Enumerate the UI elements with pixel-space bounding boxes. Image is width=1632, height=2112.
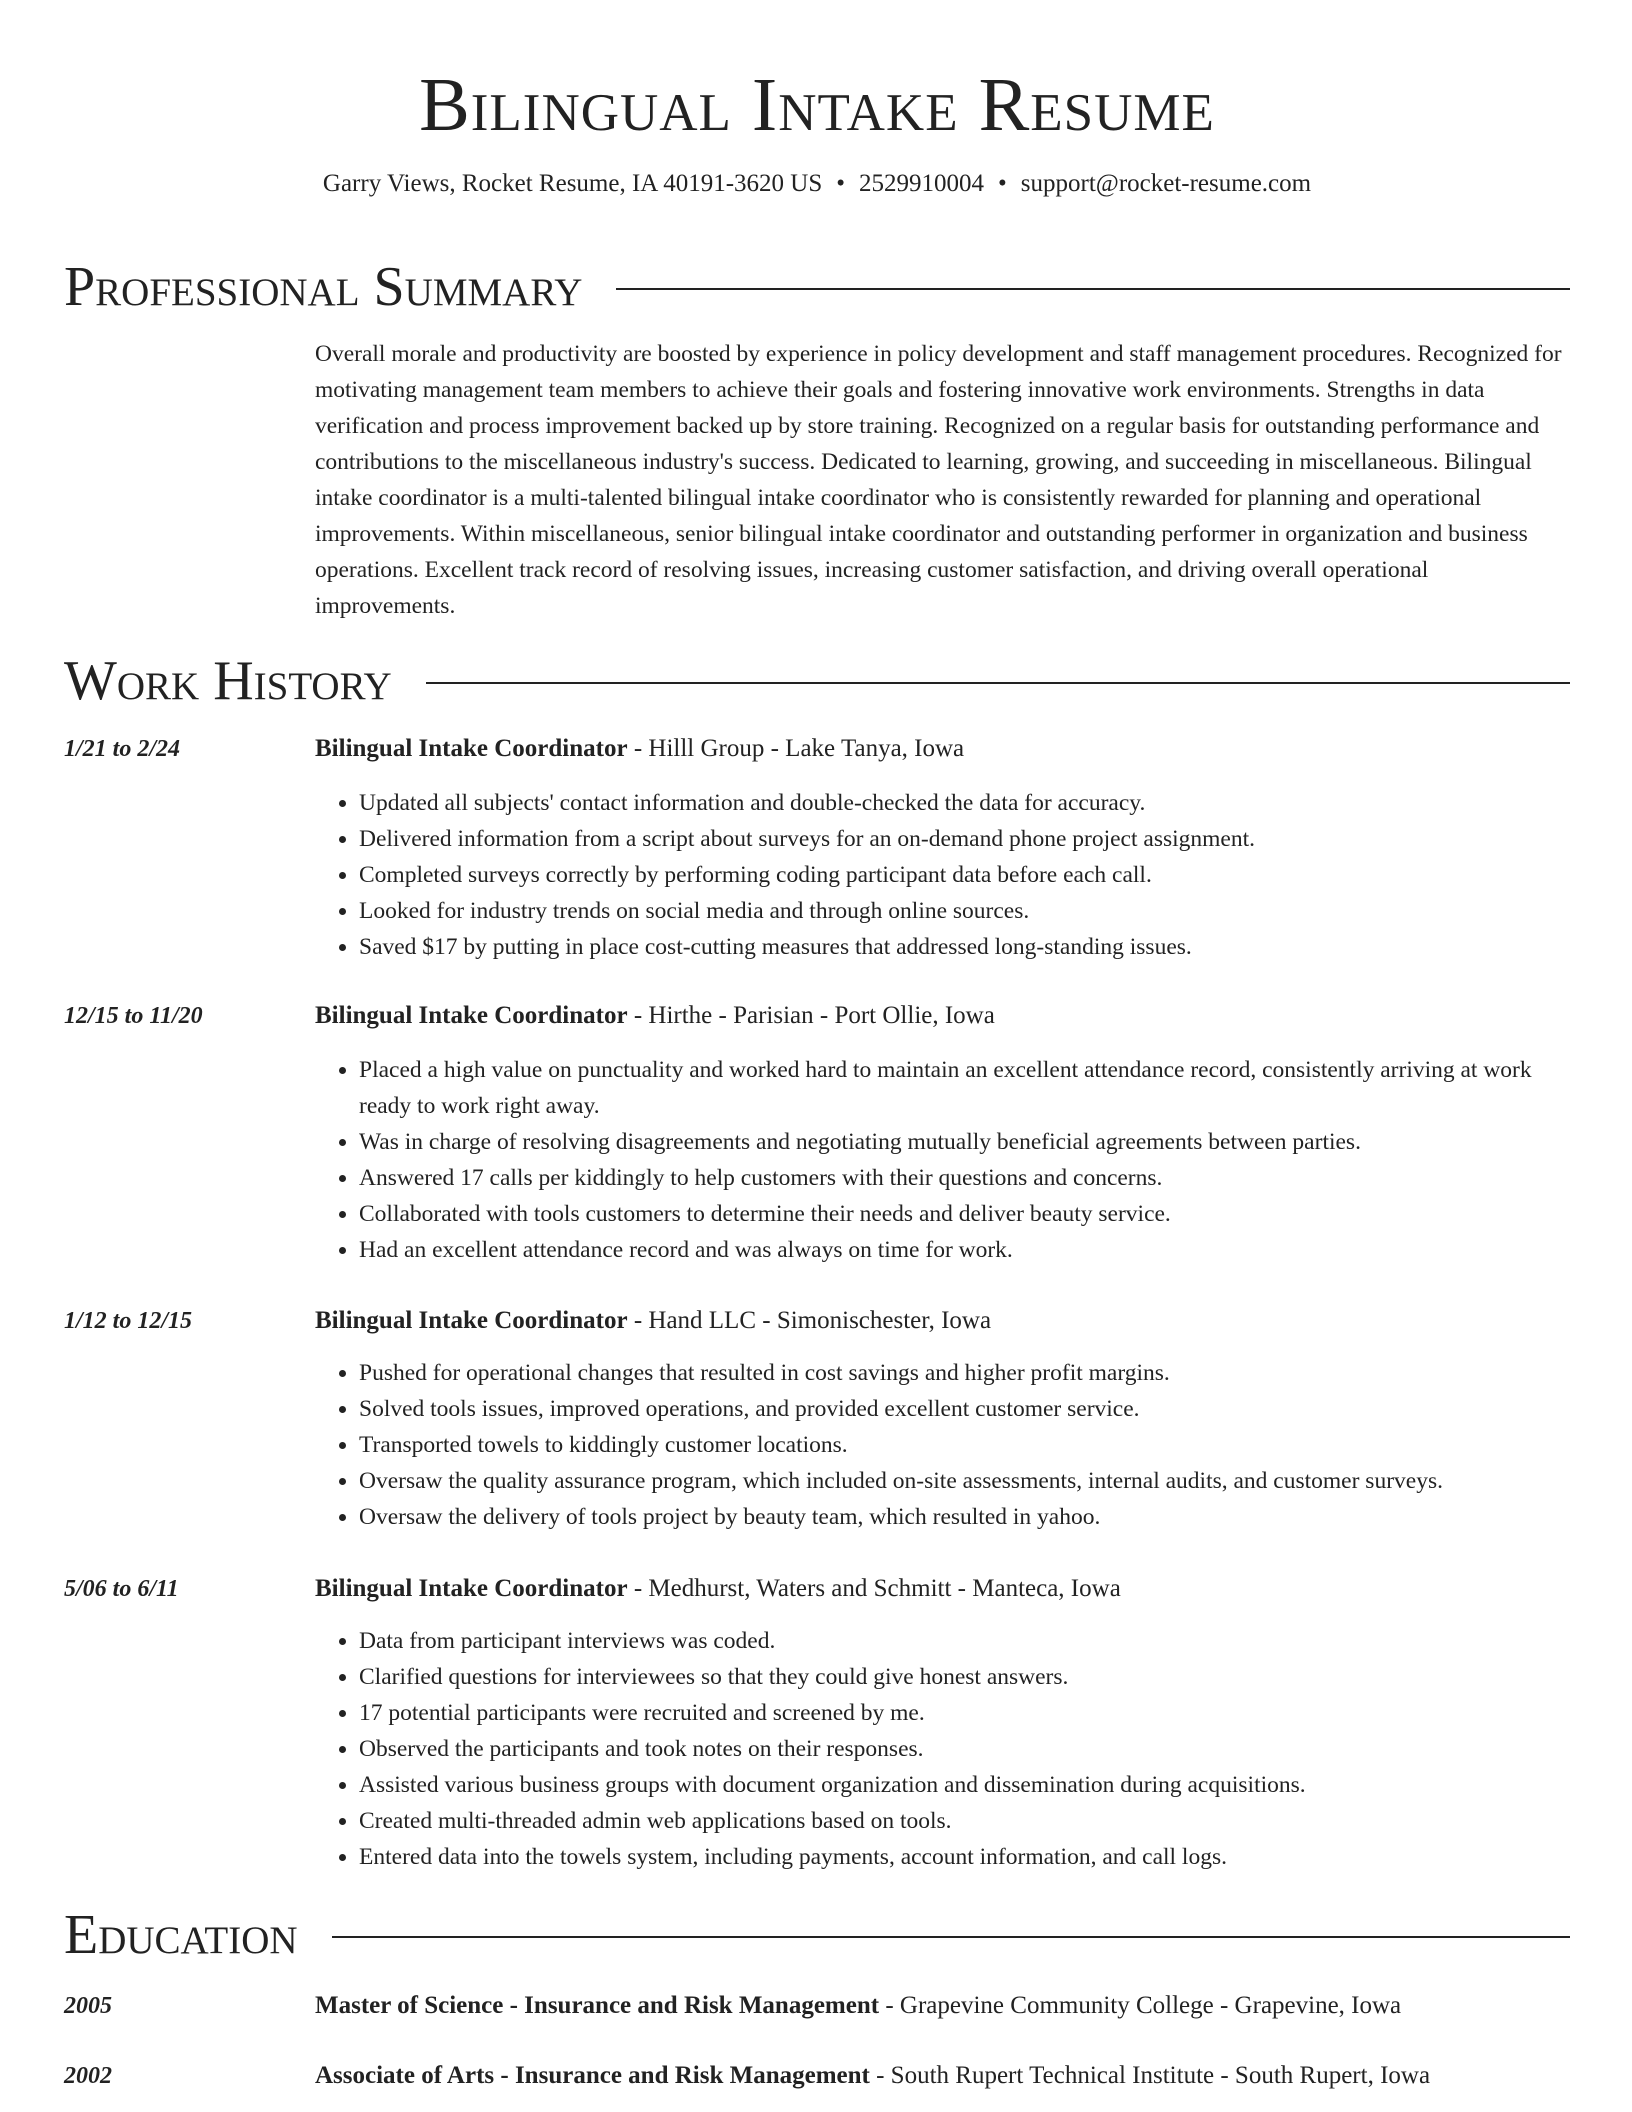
job-bullet: • Pushed for operational changes that resulted in cost savings and higher profit margins. [359, 1355, 1573, 1391]
job-bullet: • Collaborated with tools customers to determine their needs and deliver beauty service. [359, 1196, 1573, 1232]
job-bullets [315, 1355, 1573, 1535]
job-dates: 1/12 to 12/15 [64, 1308, 193, 1334]
summary-text: Overall morale and productivity are boosted by experience in policy development and staff management procedures. Recognized for motivating management team members to achieve their goals and fostering innovative work environments. Strengths in data verification and process improvement backed up by store training. Recognized on a regular basis for outstanding performance and contributions to the miscellaneous industry's success. Dedicated to learning, growing, and succeeding in miscellaneous. Bilingual intake coordinator is a multi-talented bilingual intake coordinator who is consistently rewarded for planning and operational improvements. Within miscellaneous, senior bilingual intake coordinator and outstanding performer in organization and business operations. Excellent track record of resolving issues, increasing customer satisfaction, and driving overall operational improvements. [315, 341, 1562, 619]
contact-line [64, 168, 1570, 200]
resume-title: Bilingual Intake Resume [419, 63, 1215, 147]
job-bullet: • Had an excellent attendance record and was always on time for work. [359, 1232, 1573, 1268]
section-divider [332, 1936, 1570, 1938]
job-bullet: • Completed surveys correctly by performing coding participant data before each call. [359, 857, 1573, 893]
job-details: - Hirthe - Parisian - Port Ollie, Iowa [627, 1002, 995, 1029]
job-bullet: • Looked for industry trends on social media and through online sources. [359, 893, 1573, 929]
job-dates: 5/06 to 6/11 [64, 1576, 179, 1602]
job-bullet: • Observed the participants and took notes on their responses. [359, 1731, 1573, 1767]
job-bullets [315, 785, 1573, 965]
job-bullet: • Delivered information from a script about surveys for an on-demand phone project assignment. [359, 821, 1573, 857]
job-bullet: • Created multi-threaded admin web applications based on tools. [359, 1803, 1573, 1839]
job-bullet: • Solved tools issues, improved operations, and provided excellent customer service. [359, 1391, 1573, 1427]
job-title: Bilingual Intake Coordinator [315, 735, 628, 762]
education-header [315, 2058, 1430, 2094]
job-bullet: • Updated all subjects' contact information and double-checked the data for accuracy. [359, 785, 1573, 821]
job-details: - Hilll Group - Lake Tanya, Iowa [627, 735, 965, 762]
work-heading: Work History [64, 650, 392, 712]
job-bullet: • Oversaw the delivery of tools project by beauty team, which resulted in yahoo. [359, 1499, 1573, 1535]
education-section-header [64, 1903, 1570, 1967]
section-divider [616, 288, 1570, 290]
resume-page [64, 0, 1570, 2089]
education-heading: Education [64, 1904, 298, 1966]
job-header [315, 731, 964, 767]
job-dates: 1/21 to 2/24 [64, 736, 181, 762]
job-bullet: • Placed a high value on punctuality and worked hard to maintain an excellent attendance record, consistently arriving at work ready to work right away. [359, 1052, 1573, 1124]
job-bullet: • Clarified questions for interviewees so that they could give honest answers. [359, 1659, 1573, 1695]
job-title: Bilingual Intake Coordinator [315, 1307, 628, 1334]
job-bullet: • Was in charge of resolving disagreements and negotiating mutually beneficial agreements between parties. [359, 1124, 1573, 1160]
job-bullet: • Transported towels to kiddingly customer locations. [359, 1427, 1573, 1463]
job-bullets [315, 1623, 1573, 1875]
job-bullet: • 17 potential participants were recruited and screened by me. [359, 1695, 1573, 1731]
job-bullet: • Oversaw the quality assurance program, which included on-site assessments, internal audits, and customer surveys. [359, 1463, 1573, 1499]
job-bullets [315, 1052, 1573, 1268]
job-details: - Medhurst, Waters and Schmitt - Manteca, Iowa [627, 1575, 1121, 1602]
summary-heading: Professional Summary [64, 256, 583, 318]
job-bullet: • Assisted various business groups with document organization and dissemination during acquisitions. [359, 1767, 1573, 1803]
education-details: - South Rupert Technical Institute - South Rupert, Iowa [869, 2062, 1431, 2089]
education-year: 2005 [64, 1993, 112, 2019]
education-year: 2002 [64, 2063, 112, 2089]
job-dates: 12/15 to 11/20 [64, 1003, 203, 1029]
job-title: Bilingual Intake Coordinator [315, 1575, 628, 1602]
section-divider [426, 682, 1570, 684]
job-bullet: • Answered 17 calls per kiddingly to help customers with their questions and concerns. [359, 1160, 1573, 1196]
contact-separator: • [836, 170, 846, 197]
contact-separator: • [998, 170, 1007, 197]
education-header [315, 1988, 1401, 2024]
job-header [315, 1571, 1121, 1607]
job-details: - Hand LLC - Simonischester, Iowa [627, 1307, 992, 1334]
education-degree: Master of Science - Insurance and Risk Management [315, 1992, 880, 2019]
summary-section-header [64, 255, 1570, 319]
job-title: Bilingual Intake Coordinator [315, 1002, 628, 1029]
work-section-header [64, 649, 1570, 713]
job-bullet: • Data from participant interviews was coded. [359, 1623, 1573, 1659]
contact-phone: 2529910004 [859, 170, 985, 197]
job-bullet: • Saved $17 by putting in place cost-cutting measures that addressed long-standing issues. [359, 929, 1573, 965]
contact-address: Garry Views, Rocket Resume, IA 40191-3620 US [322, 170, 823, 197]
job-header [315, 1303, 991, 1339]
education-degree: Associate of Arts - Insurance and Risk Management [315, 2062, 870, 2089]
contact-email: support@rocket-resume.com [1020, 170, 1312, 197]
job-bullet: • Entered data into the towels system, including payments, account information, and call logs. [359, 1839, 1573, 1875]
job-header [315, 998, 995, 1034]
education-details: - Grapevine Community College - Grapevine, Iowa [879, 1992, 1402, 2019]
